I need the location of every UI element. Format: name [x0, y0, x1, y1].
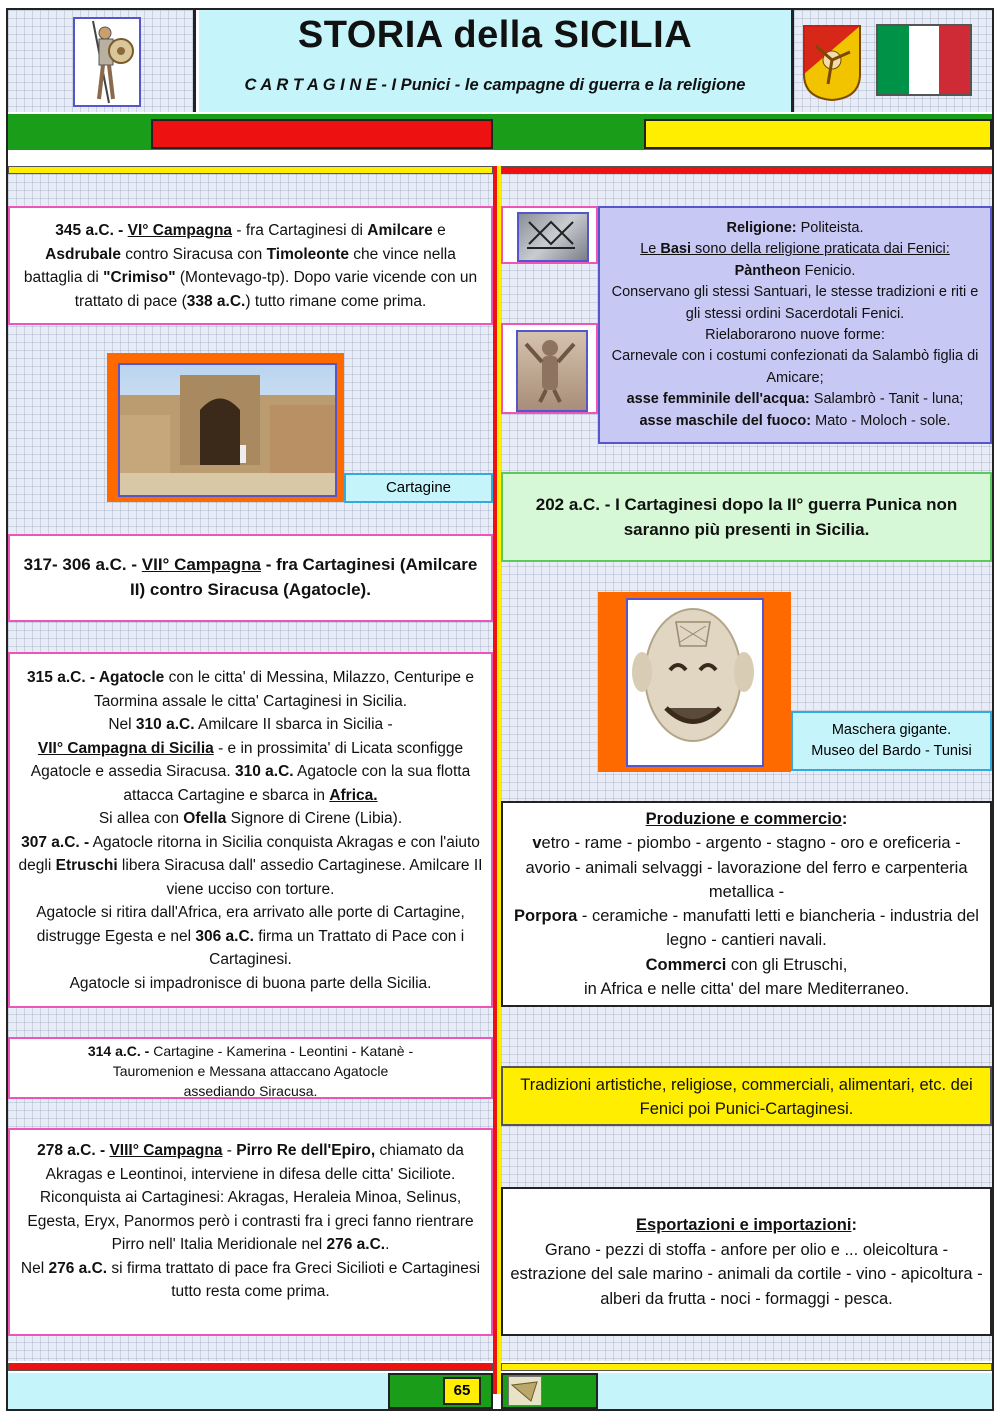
prod-l4: in Africa e nelle citta' del mare Mediterraneo.: [583, 980, 910, 999]
c6-t1: - fra Cartaginesi di: [232, 222, 368, 239]
production-box: [501, 801, 992, 1007]
page-number: 65: [443, 1377, 481, 1405]
mask-caption-l2: Museo del Bardo - Tunisi: [811, 743, 972, 759]
rel-l2b: Basi: [660, 241, 692, 258]
aga-t12: Agatocle si impadronisce di buona parte della Sicilia.: [69, 974, 432, 992]
aga-campaign: VII° Campagna di Sicilia: [37, 739, 214, 757]
rel-l7a: asse femminile dell'acqua:: [626, 391, 810, 408]
prod-l3b: con gli Etruschi,: [726, 955, 848, 974]
campaign-6-box: [8, 206, 493, 325]
c8-b1: Pirro Re dell'Epiro,: [236, 1142, 376, 1159]
aga-t5: Agatocle con la sua flotta attacca Cartagine e sbarca in: [123, 763, 471, 804]
color-band-red: [151, 119, 493, 149]
left-top-bar: [8, 166, 493, 174]
aga-t8: Agatocle ritorna in Sicilia conquista Akragas e con l'aiuto degli: [18, 833, 480, 874]
c6-b3: Timoleonte: [266, 245, 349, 263]
c8-t2: chiamato da Akragas e Leontinoi, interviene in difesa delle citta' Siciliote. Riconquista ai Cartaginesi: Akragas, Heraleia Minoa, Selinus, Egesta, Eryx, Panormos però i contrasti fra i greci fanno rientrare Pirro nell' Italia Meridionale nel: [27, 1142, 474, 1253]
rel-l8b: Mato - Moloch - sole.: [811, 412, 951, 429]
c6-b4: "Crimiso": [103, 269, 176, 286]
rel-heading: Religione:: [726, 220, 797, 236]
aga-t9: libera Siracusa dall' assedio Cartaginese. Amilcare II viene ucciso con torture.: [117, 857, 483, 898]
agatocle-box: [8, 652, 493, 1008]
page-title: STORIA della SICILIA: [297, 14, 693, 56]
traditions-box: Tradizioni artistiche, religiose, commerciali, alimentari, etc. dei Fenici poi Punici-Cartaginesi.: [501, 1066, 992, 1126]
rel-l3b: Fenicio.: [800, 262, 856, 279]
religion-image-2-frame: [501, 323, 598, 414]
c6-t6: ) tutto rimane come prima.: [245, 292, 427, 310]
footer-right-panel: [598, 1373, 992, 1409]
c8-t1: -: [222, 1142, 237, 1159]
c6-date: 345 a.C. -: [55, 222, 124, 239]
aga-t7: Signore di Cirene (Libia).: [226, 810, 403, 827]
rel-l2a: Le: [640, 241, 661, 258]
mask-photo: [598, 592, 791, 772]
campaign-7-box: [8, 534, 493, 622]
c6-t5: (Montevago-tp). Dopo varie vicende con un trattato di pace (: [74, 269, 478, 310]
rel-l5: Rielaborarono nuove forme:: [705, 327, 885, 344]
c6-t2: e: [432, 222, 446, 239]
y314-date: 314 a.C. -: [87, 1043, 150, 1059]
c7-rest: - fra Cartaginesi (Amilcare II) contro Siracusa (Agatocle).: [130, 555, 478, 599]
c6-t4: che vince nella battaglia di: [23, 245, 456, 286]
sicily-emblem: [802, 24, 862, 102]
tanit-symbol-icon: [519, 214, 583, 256]
campaign-8-box: 278 a.C. - VIII° Campagna - Pirro Re dell'Epiro, chiamato da Akragas e Leontinoi, interviene in difesa delle citta' Siciliote. Riconquista ai Cartaginesi: Akragas, Heraleia Minoa, Selinus, Egesta, Eryx, Panormos però i contrasti fra i greci fanno rientrare Pirro nell' Italia Meridionale nel 276 a.C.. Nel 276 a.C. si firma trattato di pace fra Greci Sicilioti e Cartaginesi tutto resta come prima.: [8, 1128, 493, 1336]
rel-l4: Conservano gli stessi Santuari, le stesse tradizioni e riti e gli stessi ordini Sacerdotali Fenici.: [611, 284, 979, 322]
aga-d5: 306 a.C.: [195, 927, 254, 945]
aga-d2: 310 a.C.: [135, 716, 195, 733]
aga-t6: Si allea con: [98, 810, 184, 827]
c8-d3: 276 a.C.: [48, 1259, 108, 1277]
religion-box: [598, 206, 992, 444]
c8-campaign: VIII° Campagna: [109, 1142, 223, 1159]
rel-l2c: sono della religione praticata dai Fenici:: [691, 241, 950, 258]
cartagine-photo: [107, 353, 344, 502]
c6-b5: 338 a.C.: [186, 292, 246, 310]
rel-l1b: Politeista.: [796, 220, 864, 236]
right-top-bar: [501, 166, 992, 174]
prod-l2b: - ceramiche - manufatti letti e biancheria - industria del legno - cantieri navali.: [577, 907, 979, 950]
c8-t3: Nel: [20, 1259, 49, 1277]
exports-text: Grano - pezzi di stoffa - anfore per olio e ... oleicoltura - estrazione del sale marino - animali da cortile - vino - apicoltura - alberi da frutta - noci - formaggi - pesca.: [510, 1240, 983, 1308]
aga-t2: Nel: [108, 716, 136, 733]
aga-africa: Africa.: [329, 786, 378, 804]
aga-ofella: Ofella: [183, 810, 227, 827]
c8-d2: 276 a.C.: [326, 1236, 386, 1253]
italian-flag: [876, 24, 972, 96]
footer-right-topbar: [501, 1363, 992, 1371]
rel-l3a: Pàntheon: [734, 262, 801, 279]
prod-l2a: Porpora: [514, 907, 578, 926]
c6-t3: contro Siracusa con: [120, 245, 267, 263]
prod-l3a: Commerci: [645, 955, 727, 974]
sicily-map-icon: [509, 1377, 541, 1405]
cartagine-caption: Cartagine: [344, 473, 493, 503]
y314-text: Cartagine - Kamerina - Leontini - Katanè - Tauromenion e Messana attaccano Agatocle assediando Siracusa.: [112, 1043, 414, 1099]
aga-t3: Amilcare II sbarca in Sicilia -: [194, 716, 393, 733]
aga-t10: Agatocle si ritira dall'Africa, era arrivato alle porte di Cartagine, distrugge Egesta e nel: [36, 904, 465, 945]
aga-t1: con le citta' di Messina, Milazzo, Centuripe e Taormina assale le citta' Cartaginesi in Sicilia.: [93, 669, 474, 710]
aga-t11: firma un Trattato di Pace con i Cartaginesi.: [209, 927, 465, 968]
production-colon: :: [841, 810, 848, 828]
footer-left-topbar: [8, 1363, 493, 1371]
rel-l7b: Salambrò - Tanit - luna;: [809, 391, 964, 408]
year-314-box: [8, 1037, 493, 1099]
c6-campaign: VI° Campagna: [127, 222, 233, 239]
rel-l6: Carnevale con i costumi confezionati da Salambò figlia di Amicare;: [611, 348, 979, 386]
aga-d4: 307 a.C. -: [21, 833, 90, 851]
mask-caption-l1: Maschera gigante.: [831, 722, 952, 738]
goddess-relief-icon: [518, 332, 582, 406]
c7-date: 317- 306 a.C. -: [23, 555, 142, 574]
color-band-yellow: [644, 119, 992, 149]
c8-date: 278 a.C. -: [37, 1142, 106, 1159]
c7-campaign: VII° Campagna: [141, 555, 261, 574]
prod-l1b: etro - rame - piombo - argento - stagno - oro e oreficeria - avorio - animali selvaggi - lavorazione del ferro e carpenteria metallica -: [525, 834, 968, 901]
exports-title: Esportazioni e importazioni: [636, 1216, 852, 1234]
page-subtitle: C A R T A G I N E - I Punici - le campagne di guerra e la religione: [244, 76, 746, 94]
rel-l8a: asse maschile del fuoco:: [639, 412, 812, 429]
footer-left-panel: [8, 1373, 388, 1409]
aga-d1: 315 a.C. - Agatocle: [27, 669, 165, 686]
exports-box: [501, 1187, 992, 1336]
aga-d3: 310 a.C.: [234, 763, 294, 780]
year-202-box: 202 a.C. - I Cartaginesi dopo la II° guerra Punica non saranno più presenti in Sicilia.: [501, 472, 992, 562]
mask-caption: [791, 711, 992, 771]
warrior-image: [73, 17, 141, 107]
c8-t4: si firma trattato di pace fra Greci Sicilioti e Cartaginesi tutto resta come prima.: [107, 1259, 481, 1300]
prod-l1a: v: [532, 834, 542, 853]
aga-t4: - e in prossimita' di Licata sconfigge Agatocle e assedia Siracusa.: [30, 739, 464, 780]
production-title: Produzione e commercio: [645, 810, 842, 828]
sicily-map-thumbnail: [508, 1376, 542, 1406]
c6-b1: Amilcare: [367, 222, 433, 239]
c6-b2: Asdrubale: [45, 245, 121, 263]
aga-etruschi: Etruschi: [55, 857, 118, 874]
religion-image-1-frame: [501, 206, 598, 264]
exports-colon: :: [851, 1216, 857, 1234]
